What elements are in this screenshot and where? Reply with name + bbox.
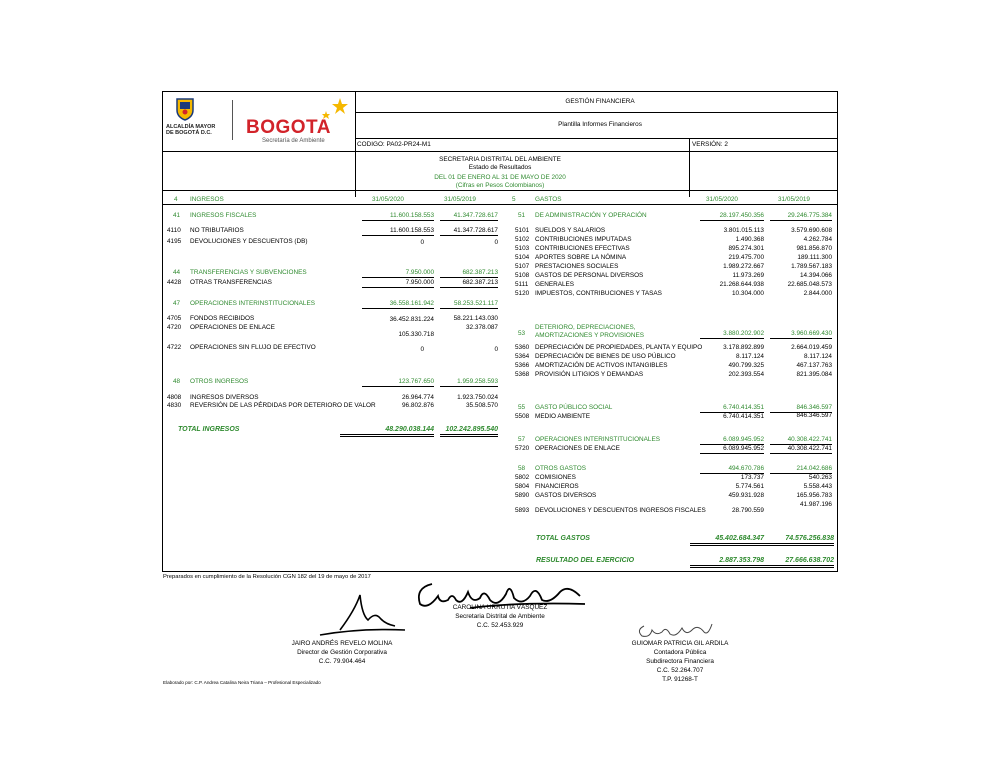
gasto-row-label: COMISIONES — [535, 474, 576, 481]
sig3-name: GUIOMAR PATRICIA GIL ARDILA — [631, 640, 729, 647]
gasto-row-code: 5366 — [515, 362, 530, 369]
gas-5508-v2: 846.346.597 — [796, 412, 832, 419]
header-template: Plantilla Informes Financieros — [558, 121, 642, 128]
gasto-row-v1: 21.268.644.938 — [719, 281, 764, 288]
gas-55-code: 55 — [518, 404, 526, 411]
gasto-row-label: GASTOS DIVERSOS — [535, 492, 597, 499]
gasto-row-label: IMPUESTOS, CONTRIBUCIONES Y TASAS — [535, 290, 662, 297]
ing-4428-label: OTRAS TRANSFERENCIAS — [190, 279, 272, 286]
ingresos-code: 4 — [174, 196, 178, 203]
resultado-v1: 2.887.353.798 — [690, 556, 764, 568]
gasto-row-code: 5108 — [515, 272, 530, 279]
gas-53-v1: 3.880.202.902 — [700, 330, 764, 339]
total-ingresos-label: TOTAL INGRESOS — [178, 426, 240, 433]
header-code: CODIGO: PA02-PR24-M1 — [357, 141, 431, 148]
ing-48-code: 48 — [173, 378, 181, 385]
report-title: Estado de Resultados — [468, 164, 532, 171]
ing-44-v2: 682.387.213 — [440, 269, 498, 278]
sig1-name: JAIRO ANDRÉS REVELO MOLINA — [291, 640, 393, 647]
ing-48-v2: 1.959.258.593 — [440, 378, 498, 387]
gastos-col1: 31/05/2020 — [706, 196, 738, 203]
resolution-note: Preparados en cumplimiento de la Resolución CGN 182 del 19 de mayo de 2017 — [163, 574, 371, 580]
gasto-row-code: 5101 — [515, 227, 530, 234]
gasto-row-v1: 459.931.928 — [728, 492, 764, 499]
logo-separator — [232, 100, 233, 140]
ing-4830-code: 4830 — [167, 402, 182, 409]
ing-4110-label: NO TRIBUTARIOS — [190, 227, 244, 234]
gas-5720-v1: 6.089.945.952 — [700, 445, 764, 454]
gas-5508-label: MEDIO AMBIENTE — [535, 413, 591, 420]
resultado-label: RESULTADO DEL EJERCICIO — [536, 557, 635, 564]
sig2-id: C.C. 52.453.929 — [476, 622, 524, 629]
ing-4428-v2: 682.387.213 — [440, 279, 498, 288]
logo-star-icon — [316, 97, 350, 121]
gas-53-code: 53 — [518, 330, 526, 337]
sig3-role: Contadora Pública — [653, 649, 707, 656]
colheader-bottom-line — [162, 204, 838, 205]
gas-57-label: OPERACIONES INTERINSTITUCIONALES — [535, 436, 660, 443]
gasto-row-v1: 173.737 — [740, 474, 764, 481]
total-gastos-v2: 74.576.256.838 — [762, 534, 834, 546]
elaborado-note: Elaborado por: C.P. Andrea Catalina Neira Triana – Profesional Especializado — [163, 680, 321, 685]
gas-57-v1: 6.089.945.952 — [700, 436, 764, 445]
gas-5508-v1: 6.740.414.351 — [723, 413, 764, 420]
gasto-row-label: AMORTIZACIÓN DE ACTIVOS INTANGIBLES — [535, 362, 668, 369]
ing-4705-label: FONDOS RECIBIDOS — [190, 315, 255, 322]
gasto-row-label: APORTES SOBRE LA NÓMINA — [535, 254, 627, 261]
ing-4830-v1: 96.802.876 — [402, 402, 434, 409]
gasto-row-label: CONTRIBUCIONES EFECTIVAS — [535, 245, 630, 252]
ing-41-v2: 41.347.728.617 — [440, 212, 498, 221]
gas-5720-code: 5720 — [515, 445, 530, 452]
header-version-divider — [689, 138, 690, 152]
gasto-row-v1: 202.393.554 — [728, 371, 764, 378]
signature-jairo-image — [300, 590, 410, 640]
gasto-row-v2: 981.856.870 — [796, 245, 832, 252]
total-ingresos-v2: 102.242.895.540 — [440, 425, 498, 437]
gasto-row-code: 5104 — [515, 254, 530, 261]
gas-5893-v2: 41.987.196 — [800, 501, 832, 508]
gasto-row-code: 5360 — [515, 344, 530, 351]
gasto-row-v1: 11.973.269 — [732, 272, 764, 279]
total-gastos-v1: 45.402.684.347 — [690, 534, 764, 546]
gasto-row-code: 5804 — [515, 483, 530, 490]
ingresos-heading: INGRESOS — [190, 196, 224, 203]
header-version: VERSIÓN: 2 — [692, 141, 728, 148]
gasto-row-code: 5102 — [515, 236, 530, 243]
gasto-row-v2: 5.558.443 — [803, 483, 832, 490]
sig1-id: C.C. 79.904.464 — [318, 658, 366, 665]
gasto-row-label: DEPRECIACIÓN DE PROPIEDADES, PLANTA Y EQUIPO — [535, 344, 703, 351]
gasto-row-v2: 14.394.066 — [800, 272, 832, 279]
gas-53-label: DETERIORO, DEPRECIACIONES, AMORTIZACIONES Y PROVISIONES — [535, 324, 645, 339]
gasto-row-label: PRESTACIONES SOCIALES — [535, 263, 619, 270]
ing-4720-v1: 105.330.718 — [398, 331, 434, 338]
gasto-row-v1: 5.774.561 — [735, 483, 764, 490]
gas-53-v2: 3.960.669.430 — [770, 330, 832, 339]
gas-5720-label: OPERACIONES DE ENLACE — [535, 445, 620, 452]
sig2-name: CAROLINA URRUTIA VÁSQUEZ — [452, 604, 548, 611]
ing-47-v1: 36.558.161.942 — [362, 300, 434, 309]
total-ingresos-v1: 48.290.038.144 — [340, 425, 434, 437]
gasto-row-v2: 2.844.000 — [803, 290, 832, 297]
ingresos-col2: 31/05/2019 — [444, 196, 476, 203]
ing-4808-code: 4808 — [167, 394, 182, 401]
gas-51-code: 51 — [518, 212, 526, 219]
ing-4830-label: REVERSIÓN DE LAS PÉRDIDAS POR DETERIORO DE VALOR — [190, 402, 376, 409]
header-row-line-1 — [355, 112, 838, 113]
gasto-row-v2: 540.263 — [808, 474, 832, 481]
ing-4808-label: INGRESOS DIVERSOS — [190, 394, 259, 401]
ing-47-v2: 58.253.521.117 — [440, 300, 498, 309]
gasto-row-label: DEPRECIACIÓN DE BIENES DE USO PÚBLICO — [535, 353, 676, 360]
gasto-row-v2: 189.111.300 — [797, 254, 832, 261]
gasto-row-label: GENERALES — [535, 281, 575, 288]
gas-51-label: DE ADMINISTRACIÓN Y OPERACIÓN — [535, 212, 647, 219]
gasto-row-v1: 10.304.000 — [732, 290, 764, 297]
gasto-row-v1: 1.490.368 — [735, 236, 764, 243]
entity-title: SECRETARIA DISTRITAL DEL AMBIENTE — [439, 156, 561, 163]
gas-55-v1: 6.740.414.351 — [700, 404, 764, 413]
gas-58-v2: 214.042.686 — [770, 465, 832, 474]
gasto-row-code: 5368 — [515, 371, 530, 378]
ing-4720-code: 4720 — [167, 324, 182, 331]
gastos-col2: 31/05/2019 — [778, 196, 810, 203]
header-divider — [355, 91, 356, 152]
ing-4195-label: DEVOLUCIONES Y DESCUENTOS (DB) — [190, 238, 308, 245]
sig3-tp: T.P. 91268-T — [662, 676, 698, 683]
ing-4720-v2: 32.378.087 — [466, 324, 498, 331]
sig3-role2: Subdirectora Financiera — [646, 658, 714, 665]
gasto-row-code: 5890 — [515, 492, 530, 499]
sig2-role: Secretaria Distrital de Ambiente — [455, 613, 545, 620]
gasto-row-v2: 467.137.763 — [796, 362, 832, 369]
gasto-row-label: FINANCIEROS — [535, 483, 579, 490]
ing-4722-label: OPERACIONES SIN FLUJO DE EFECTIVO — [190, 344, 316, 351]
gastos-heading: GASTOS — [535, 196, 562, 203]
ing-4720-label: OPERACIONES DE ENLACE — [190, 324, 275, 331]
ing-4705-v1: 36.452.831.224 — [389, 316, 434, 323]
gasto-row-code: 5103 — [515, 245, 530, 252]
total-gastos-label: TOTAL GASTOS — [536, 535, 590, 542]
gas-5893-v1: 28.790.559 — [732, 507, 764, 514]
ing-47-label: OPERACIONES INTERINSTITUCIONALES — [190, 300, 315, 307]
ing-41-code: 41 — [173, 212, 181, 219]
ing-48-v1: 123.767.650 — [362, 378, 434, 387]
ing-44-label: TRANSFERENCIAS Y SUBVENCIONES — [190, 269, 307, 276]
gasto-row-v2: 1.789.567.183 — [791, 263, 832, 270]
gasto-row-v2: 8.117.124 — [804, 353, 832, 360]
gas-58-label: OTROS GASTOS — [535, 465, 587, 472]
resultado-v2: 27.666.638.702 — [762, 556, 834, 568]
gasto-row-label: GASTOS DE PERSONAL DIVERSOS — [535, 272, 644, 279]
units-title: (Cifras en Pesos Colombianos) — [455, 182, 545, 189]
gasto-row-v1: 219.475.700 — [728, 254, 764, 261]
ing-4722-v1: 0 — [420, 346, 424, 353]
gasto-row-label: CONTRIBUCIONES IMPUTADAS — [535, 236, 632, 243]
ing-4195-code: 4195 — [167, 238, 182, 245]
sig3-id: C.C. 52.264.707 — [656, 667, 704, 674]
ing-4830-v2: 35.508.570 — [466, 402, 498, 409]
gasto-row-v1: 490.799.325 — [728, 362, 764, 369]
ing-4110-v1: 11.600.158.553 — [362, 227, 434, 236]
ing-4428-code: 4428 — [167, 279, 182, 286]
gas-55-label: GASTO PÚBLICO SOCIAL — [535, 404, 613, 411]
gasto-row-v1: 895.274.301 — [728, 245, 764, 252]
gas-51-v1: 28.197.450.356 — [700, 212, 764, 221]
gasto-row-code: 5120 — [515, 290, 530, 297]
gas-58-v1: 494.670.786 — [700, 465, 764, 474]
gasto-row-v2: 165.956.783 — [796, 492, 832, 499]
gasto-row-code: 5111 — [515, 281, 529, 288]
gasto-row-label: PROVISIÓN LITIGIOS Y DEMANDAS — [535, 371, 644, 378]
gasto-row-label: SUELDOS Y SALARIOS — [535, 227, 606, 234]
gas-57-code: 57 — [518, 436, 526, 443]
gasto-row-v2: 4.262.784 — [803, 236, 832, 243]
gasto-row-v1: 3.801.015.113 — [723, 227, 764, 234]
gas-5720-v2: 40.308.422.741 — [770, 445, 832, 454]
gasto-row-code: 5364 — [515, 353, 530, 360]
ing-44-code: 44 — [173, 269, 181, 276]
gasto-row-v1: 1.989.272.667 — [723, 263, 764, 270]
ing-4808-v1: 26.964.774 — [402, 394, 434, 401]
ing-4722-v2: 0 — [494, 346, 498, 353]
gas-55-v2: 846.346.597 — [770, 404, 832, 413]
gasto-row-code: 5107 — [515, 263, 530, 270]
ing-4722-code: 4722 — [167, 344, 182, 351]
gastos-code: 5 — [512, 196, 516, 203]
gas-57-v2: 40.308.422.741 — [770, 436, 832, 445]
ingresos-col1: 31/05/2020 — [372, 196, 404, 203]
ing-4705-code: 4705 — [167, 315, 182, 322]
gasto-row-code: 5802 — [515, 474, 530, 481]
gas-5893-label: DEVOLUCIONES Y DESCUENTOS INGRESOS FISCALES — [535, 507, 706, 514]
city-label: ALCALDÍA MAYOR DE BOGOTÁ D.C. — [166, 124, 216, 136]
period-title: DEL 01 DE ENERO AL 31 DE MAYO DE 2020 — [434, 174, 566, 181]
header-row-line-2 — [355, 138, 838, 139]
logo-bogota: BOGOTA — [246, 117, 331, 138]
sig1-role: Director de Gestión Corporativa — [297, 649, 387, 656]
gas-5508-code: 5508 — [515, 413, 530, 420]
ing-4705-v2: 58.221.143.030 — [453, 315, 498, 322]
gasto-row-v1: 8.117.124 — [736, 353, 764, 360]
gas-5893-code: 5893 — [515, 507, 530, 514]
gasto-row-v2: 821.395.084 — [796, 371, 832, 378]
colheader-top-line — [162, 190, 838, 191]
ing-4195-v1: 0 — [420, 239, 424, 246]
ing-4808-v2: 1.923.750.024 — [457, 394, 498, 401]
ing-4428-v1: 7.950.000 — [362, 279, 434, 288]
ing-4110-code: 4110 — [167, 227, 181, 234]
ing-48-label: OTROS INGRESOS — [190, 378, 249, 385]
ing-47-code: 47 — [173, 300, 181, 307]
gas-58-code: 58 — [518, 465, 526, 472]
gas-51-v2: 29.246.775.384 — [770, 212, 832, 221]
city-shield-icon — [175, 97, 195, 121]
gasto-row-v2: 22.685.048.573 — [787, 281, 832, 288]
ing-4110-v2: 41.347.728.617 — [440, 227, 498, 236]
gasto-row-v2: 2.664.019.459 — [791, 344, 832, 351]
signature-guiomar-image — [634, 618, 714, 642]
gasto-row-v1: 3.178.892.899 — [723, 344, 764, 351]
ing-41-v1: 11.600.158.553 — [362, 212, 434, 221]
ing-4195-v2: 0 — [494, 239, 498, 246]
gasto-row-v2: 3.579.690.608 — [791, 227, 832, 234]
ing-41-label: INGRESOS FISCALES — [190, 212, 257, 219]
header-section: GESTIÓN FINANCIERA — [565, 98, 635, 105]
logo-subtitle: Secretaría de Ambiente — [262, 138, 325, 144]
ing-44-v1: 7.950.000 — [362, 269, 434, 278]
